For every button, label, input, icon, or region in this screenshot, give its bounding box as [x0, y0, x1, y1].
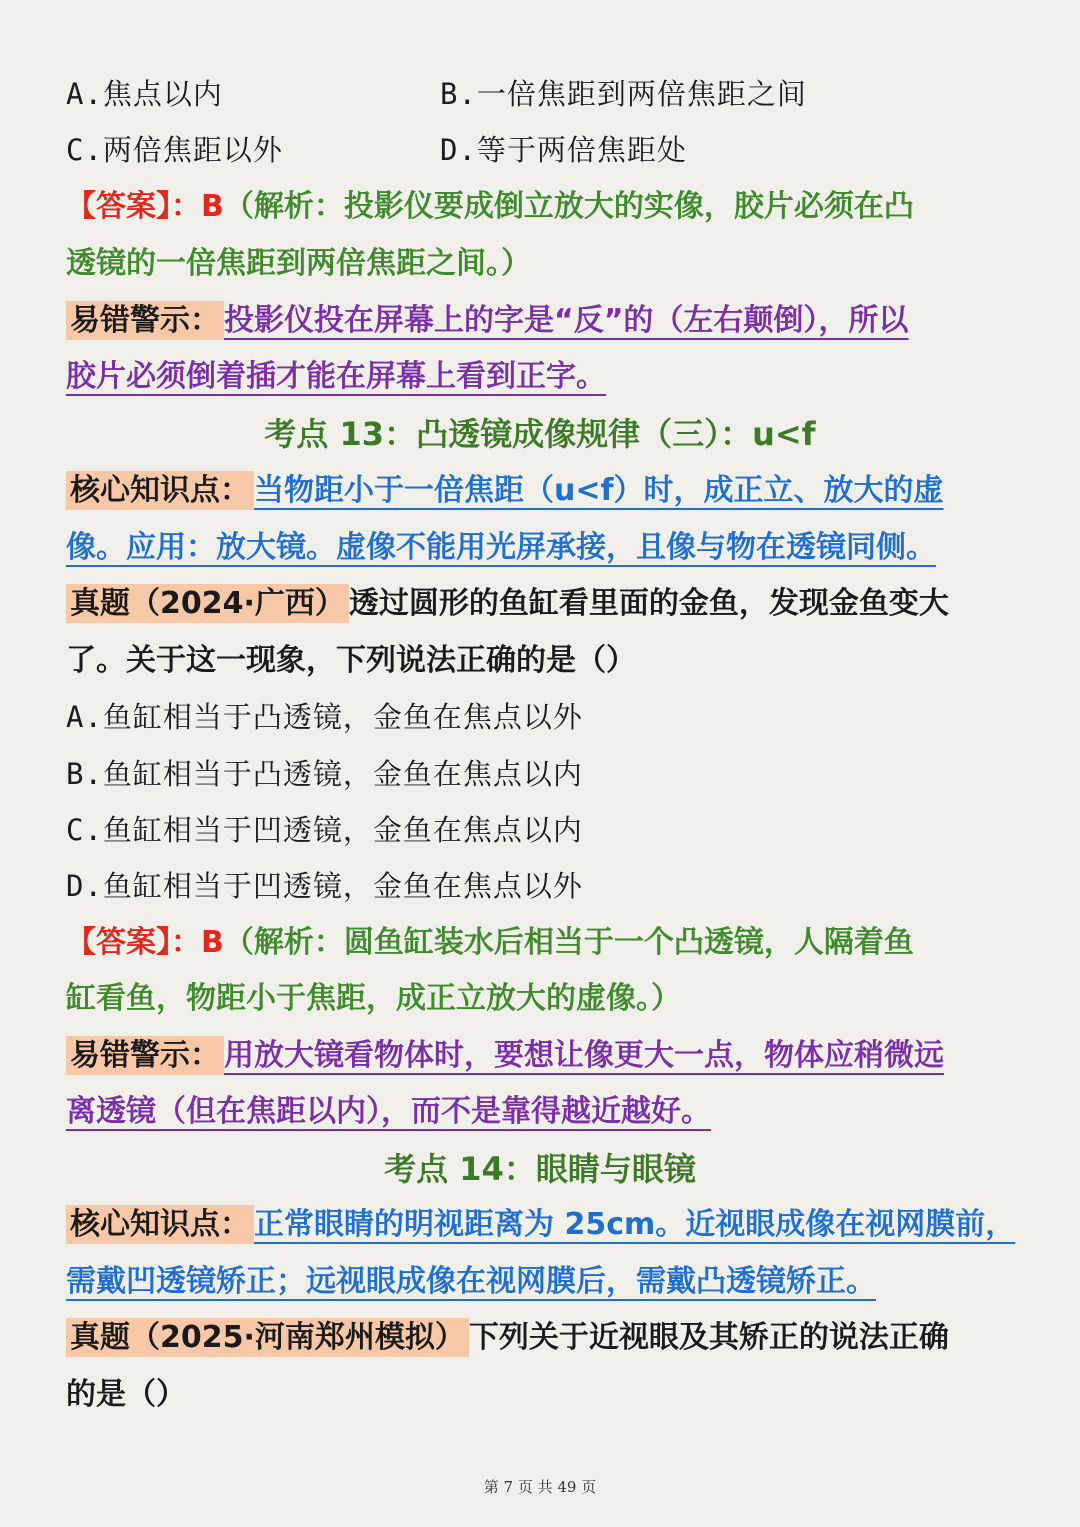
answer-letter: B: [201, 925, 224, 960]
q12-option-b: B.一倍焦距到两倍焦距之间: [440, 77, 807, 111]
answer-explanation: （解析：圆鱼缸装水后相当于一个凸透镜，人隔着鱼: [223, 925, 914, 960]
s13-answer-line-2: 缸看鱼，物距小于焦距，成正立放大的虚像。）: [66, 981, 681, 1016]
q12-answer-line-2: 透镜的一倍焦距到两倍焦距之间。）: [66, 246, 531, 281]
s13-answer-line-1: [66, 915, 1026, 971]
s14-question-line-2: 的是（）: [66, 1377, 186, 1412]
s13-core-line-1: [66, 463, 1026, 519]
s13-question-line-1: [66, 576, 1026, 632]
section-13-title: 考点 13：凸透镜成像规律（三）：u<f: [264, 415, 816, 453]
warning-text: 用放大镜看物体时，要想让像更大一点，物体应稍微远: [224, 1038, 944, 1073]
core-knowledge-label: 核心知识点：: [66, 471, 254, 510]
answer-explanation: （解析：投影仪要成倒立放大的实像，胶片必须在凸: [223, 189, 914, 224]
warning-text: 胶片必须倒着插才能在屏幕上看到正字。: [66, 359, 606, 394]
core-knowledge-label: 核心知识点：: [66, 1205, 254, 1244]
answer-tag: 【答案】：: [66, 189, 201, 224]
s13-option-a: A.鱼缸相当于凸透镜，金鱼在焦点以外: [66, 700, 583, 734]
question-text: 下列关于近视眼及其矫正的说法正确: [468, 1320, 949, 1355]
question-source-label: 真题（2024·广西）: [66, 584, 349, 623]
answer-letter: B: [201, 189, 224, 224]
s14-question-line-1: [66, 1310, 1026, 1366]
warning-label: 易错警示：: [66, 1036, 224, 1075]
warning-text: 投影仪投在屏幕上的字是“反”的（左右颠倒），所以: [224, 303, 909, 338]
q12-answer-line-1: [66, 179, 1026, 235]
q12-warning-line-1: [66, 293, 1026, 349]
s13-warning-line-1: [66, 1028, 1026, 1084]
q12-warning-line-2: [66, 349, 1026, 405]
s14-core-line-2: [66, 1254, 1026, 1310]
q12-option-c: C.两倍焦距以外: [66, 133, 283, 167]
core-knowledge-text: 正常眼睛的明视距离为 25cm。近视眼成像在视网膜前，: [254, 1207, 1016, 1242]
question-source-label: 真题（2025·河南郑州模拟）: [66, 1318, 469, 1357]
s13-option-d: D.鱼缸相当于凹透镜，金鱼在焦点以外: [66, 869, 583, 903]
s13-option-b: B.鱼缸相当于凸透镜，金鱼在焦点以内: [66, 757, 583, 791]
q12-option-a: A.焦点以内: [66, 77, 223, 111]
q12-options-row-1: [66, 66, 1026, 122]
s13-core-line-2: [66, 520, 1026, 576]
q12-options-row-2: [66, 122, 1026, 178]
s13-question-line-2: 了。关于这一现象，下列说法正确的是（）: [66, 643, 636, 678]
s13-option-c: C.鱼缸相当于凹透镜，金鱼在焦点以内: [66, 813, 583, 847]
s13-warning-line-2: [66, 1084, 1026, 1140]
q12-option-d: D.等于两倍焦距处: [440, 133, 687, 167]
core-knowledge-text: 像。应用：放大镜。虚像不能用光屏承接，且像与物在透镜同侧。: [66, 530, 936, 565]
answer-tag: 【答案】：: [66, 925, 201, 960]
section-14-title: 考点 14：眼睛与眼镜: [384, 1150, 696, 1188]
warning-label: 易错警示：: [66, 301, 224, 340]
core-knowledge-text: 当物距小于一倍焦距（u<f）时，成正立、放大的虚: [254, 473, 944, 508]
warning-text: 离透镜（但在焦距以内），而不是靠得越近越好。: [66, 1094, 711, 1129]
page-number-footer: 第 7 页 共 49 页: [483, 1478, 597, 1496]
core-knowledge-text: 需戴凹透镜矫正；远视眼成像在视网膜后，需戴凸透镜矫正。: [66, 1264, 876, 1299]
s14-core-line-1: [66, 1197, 1026, 1253]
question-text: 透过圆形的鱼缸看里面的金鱼，发现金鱼变大: [348, 586, 949, 621]
